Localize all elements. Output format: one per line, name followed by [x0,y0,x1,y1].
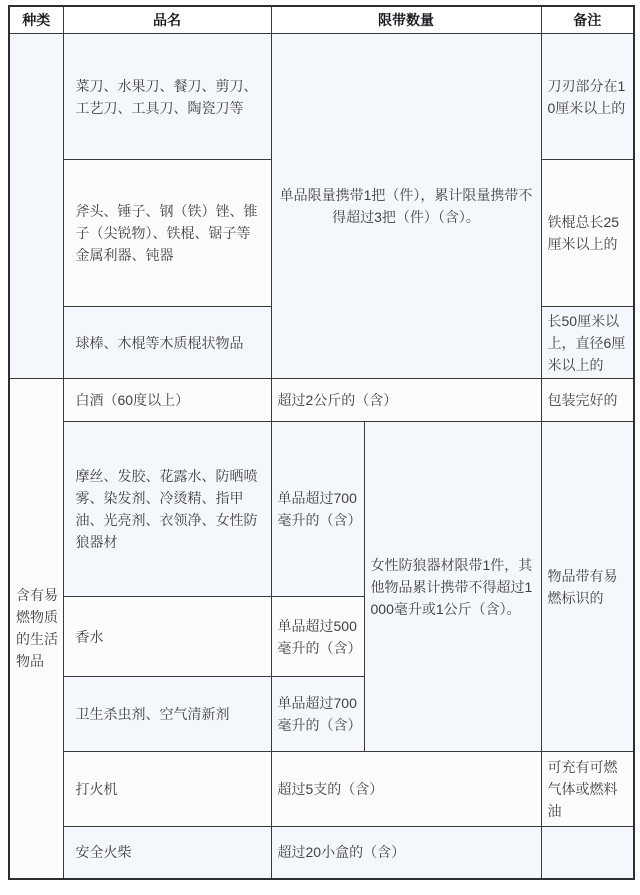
cell-quantity-perfume: 单品超过500毫升的（含） [271,597,364,677]
cell-quantity-flammable-shared: 女性防狼器材限带1件，其他物品累计携带不得超过1000毫升或1公斤（含）。 [364,422,541,752]
cell-type-knives [9,34,63,379]
table-header-row [9,6,634,34]
restricted-items-table [8,5,635,880]
cell-note-wooden-sticks: 长50厘米以上，直径6厘米以上的 [541,307,634,379]
cell-type-flammable: 含有易燃物质的生活物品 [9,379,63,879]
row-cosmetics [9,422,634,597]
cell-name-lighter: 打火机 [63,752,271,827]
cell-name-metal-tools: 斧头、锤子、钢（铁）锉、锥子（尖锐物）、铁棍、锯子等金属利器、钝器 [63,160,271,307]
cell-quantity-knives-shared: 单品限量携带1把（件），累计限量携带不得超过3把（件）（含）。 [271,34,541,379]
cell-name-cutlery: 菜刀、水果刀、餐刀、剪刀、工艺刀、工具刀、陶瓷刀等 [63,34,271,160]
row-matches [9,827,634,879]
cell-note-flammable-shared: 物品带有易燃标识的 [541,422,634,752]
cell-quantity-insecticide: 单品超过700毫升的（含） [271,677,364,752]
cell-name-insecticide: 卫生杀虫剂、空气清新剂 [63,677,271,752]
header-type: 种类 [9,6,63,34]
cell-note-lighter: 可充有可燃气体或燃料油 [541,752,634,827]
row-lighter [9,752,634,827]
cell-note-metal-tools: 铁棍总长25厘米以上的 [541,160,634,307]
cell-quantity-lighter: 超过5支的（含） [271,752,541,827]
cell-name-liquor: 白酒（60度以上） [63,379,271,422]
cell-name-cosmetics: 摩丝、发胶、花露水、防晒喷雾、染发剂、冷烫精、指甲油、光亮剂、衣领净、女性防狼器材 [63,422,271,597]
cell-note-cutlery: 刀刃部分在10厘米以上的 [541,34,634,160]
cell-name-wooden-sticks: 球棒、木棍等木质棍状物品 [63,307,271,379]
cell-quantity-cosmetics: 单品超过700毫升的（含） [271,422,364,597]
cell-name-matches: 安全火柴 [63,827,271,879]
cell-note-liquor: 包装完好的 [541,379,634,422]
header-name: 品名 [63,6,271,34]
cell-note-matches [541,827,634,879]
cell-quantity-liquor: 超过2公斤的（含） [271,379,541,422]
header-quantity: 限带数量 [271,6,541,34]
header-note: 备注 [541,6,634,34]
cell-name-perfume: 香水 [63,597,271,677]
row-liquor [9,379,634,422]
cell-quantity-matches: 超过20小盒的（含） [271,827,541,879]
row-cutlery [9,34,634,160]
